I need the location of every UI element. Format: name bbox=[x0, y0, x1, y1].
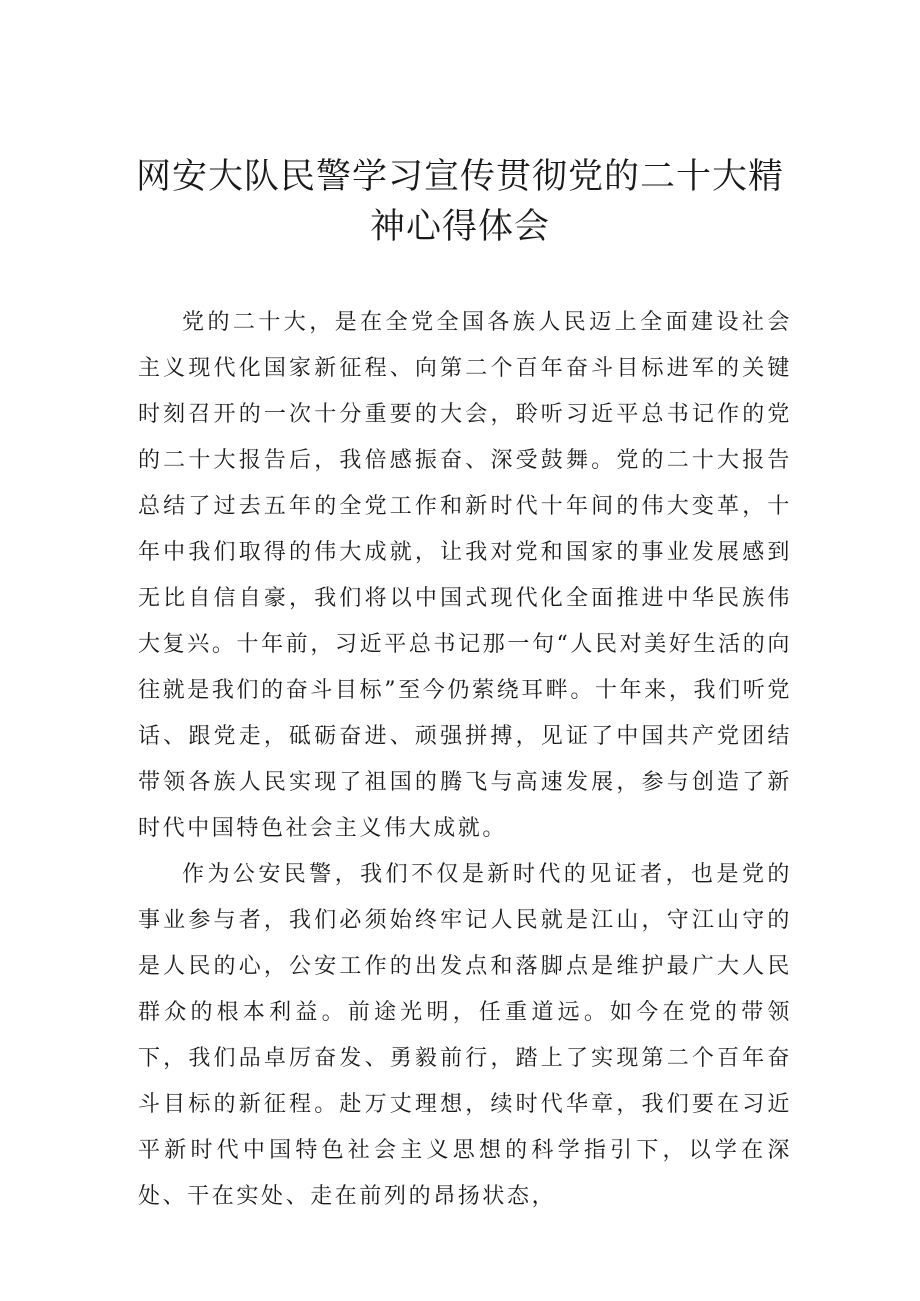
title-line-2: 神心得体会 bbox=[369, 207, 550, 247]
title-line-1: 网安大队民警学习宣传贯彻党的二十大精 bbox=[135, 157, 784, 197]
document-body bbox=[138, 300, 792, 1220]
paragraph-1: 党的二十大，是在全党全国各族人民迈上全面建设社会主义现代化国家新征程、向第二个百年奋斗目标进军的关键时刻召开的一次十分重要的大会，聆听习近平总书记作的党的二十大报告后，我倍感振奋、深受鼓舞。党的二十大报告总结了过去五年的全党工作和新时代十年间的伟大变革，十年中我们取得的伟大成就，让我对党和国家的事业发展感到无比自信自豪，我们将以中国式现代化全面推进中华民族伟大复兴。十年前，习近平总书记那一句“人民对美好生活的向往就是我们的奋斗目标”至今仍萦绕耳畔。十年来，我们听党话、跟党走，砥砺奋进、顽强拼搏，见证了中国共产党团结带领各族人民实现了祖国的腾飞与高速发展，参与创造了新时代中国特色社会主义伟大成就。 bbox=[138, 310, 792, 841]
document-title bbox=[120, 152, 800, 252]
paragraph-2: 作为公安民警，我们不仅是新时代的见证者，也是党的事业参与者，我们必须始终牢记人民就是江山，守江山守的是人民的心，公安工作的出发点和落脚点是维护最广大人民群众的根本利益。前途光明，任重道远。如今在党的带领下，我们品卓厉奋发、勇毅前行，踏上了实现第二个百年奋斗目标的新征程。赴万丈理想，续时代华章，我们要在习近平新时代中国特色社会主义思想的科学指引下，以学在深处、干在实处、走在前列的昂扬状态， bbox=[138, 862, 792, 1209]
